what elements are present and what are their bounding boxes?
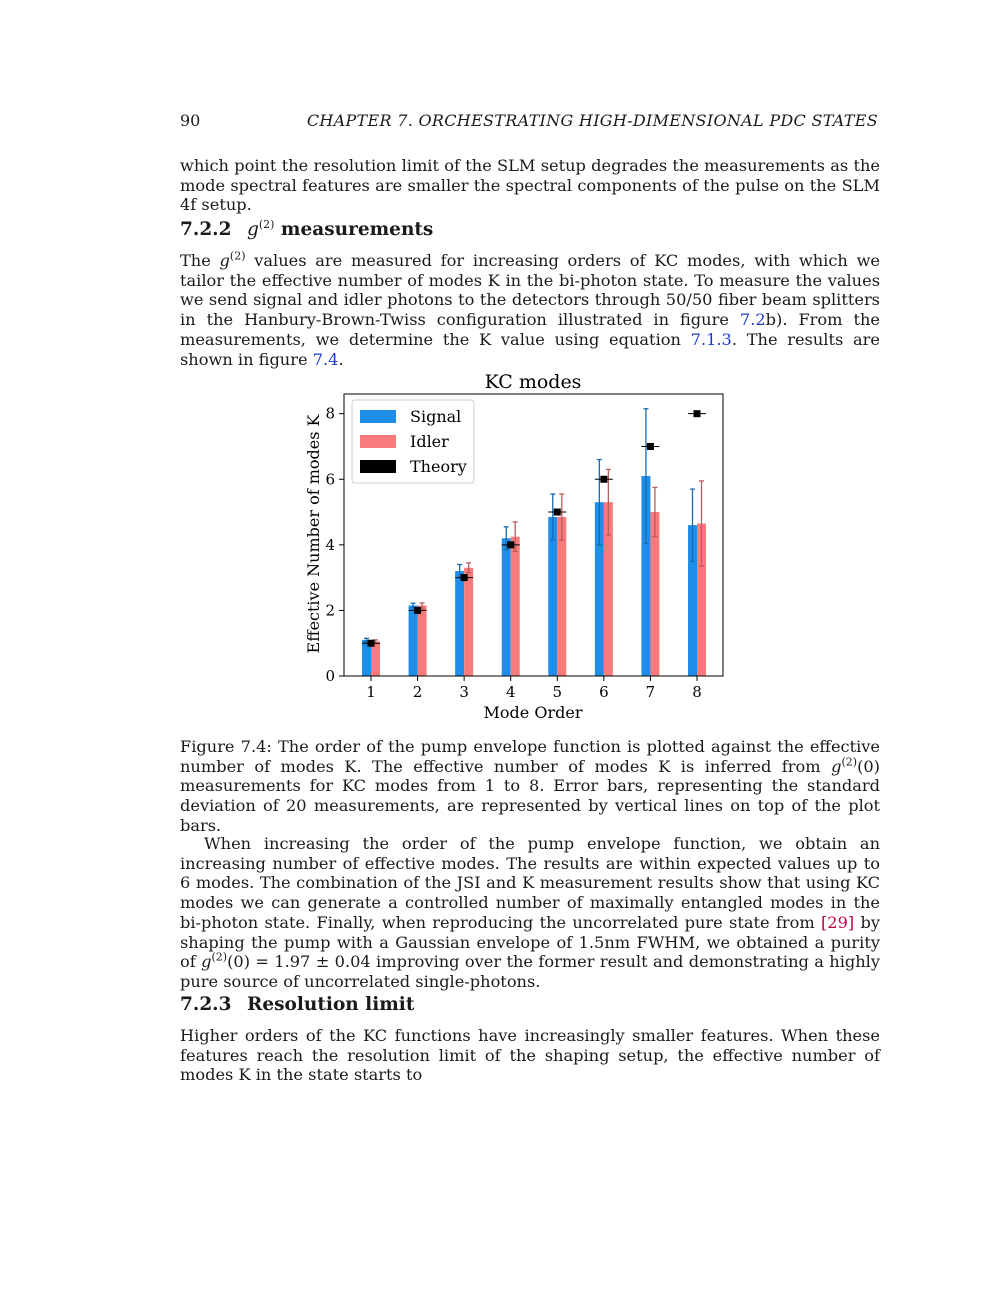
- figure-link-7-2[interactable]: 7.2: [739, 310, 766, 330]
- x-tick-label-8: 8: [692, 683, 702, 701]
- kc-modes-bar-chart: [300, 362, 740, 727]
- figure-link-7-4[interactable]: 7.4: [312, 349, 339, 369]
- y-tick-label-8: 8: [325, 404, 335, 423]
- y-tick-label-2: 2: [325, 601, 335, 620]
- x-tick-label-1: 1: [366, 683, 376, 701]
- y-tick-label-0: 0: [325, 667, 335, 685]
- theory-marker-7: [647, 443, 654, 450]
- equation-link-7-1-3[interactable]: 7.1.3: [690, 329, 732, 349]
- citation-link-29[interactable]: [29]: [820, 912, 855, 932]
- legend-swatch-idler: [360, 435, 396, 448]
- chart-ylabel: Effective Number of modes K: [304, 414, 323, 654]
- idler-bar-4: [511, 537, 520, 676]
- section-heading-7-2-3: 7.2.3 Resolution limit: [180, 994, 415, 1015]
- signal-bar-3: [455, 571, 464, 676]
- x-tick-label-7: 7: [645, 683, 656, 701]
- theory-marker-5: [554, 509, 561, 516]
- x-tick-label-6: 6: [599, 683, 609, 701]
- y-tick-label-6: 6: [325, 470, 335, 489]
- idler-bar-5: [557, 517, 566, 676]
- chart-xlabel: Mode Order: [483, 703, 583, 722]
- idler-bar-2: [418, 606, 427, 677]
- section-7-2-3-paragraph: Higher orders of the KC functions have increasingly smaller features. When these features reach the resolution limit of the shaping setup, the effective number of modes K in the state starts to: [180, 1026, 880, 1085]
- section-heading-7-2-2: 7.2.2 $g^{(2)}$ measurements: [180, 217, 434, 240]
- theory-marker-2: [414, 607, 421, 614]
- legend-label-signal: Signal: [410, 407, 462, 426]
- legend-label-idler: Idler: [410, 432, 449, 451]
- x-tick-label-2: 2: [412, 683, 423, 701]
- theory-marker-4: [507, 541, 514, 548]
- x-tick-label-5: 5: [552, 683, 563, 701]
- chart-legend: [352, 400, 474, 483]
- signal-bar-4: [502, 538, 511, 676]
- legend-swatch-signal: [360, 410, 396, 423]
- x-tick-label-3: 3: [459, 683, 469, 701]
- legend-swatch-theory: [360, 460, 396, 473]
- theory-marker-6: [600, 476, 607, 483]
- section-7-2-2-paragraph: The $g^{(2)}$ values are measured for increasing orders of KC modes, with which we tailor the effective number of modes K in the bi-photon state. To measure the values we send signal and idler photons to the detectors through 50/50 fiber beam splitters in the Hanbury-Brown-Twiss configuration illustrated in figure 7.2b). From the measurements, we determine the K value using equation 7.1.3. The results are shown in figure 7.4.: [180, 249, 881, 369]
- theory-marker-8: [694, 410, 701, 417]
- legend-label-theory: Theory: [410, 457, 467, 476]
- signal-bar-2: [409, 606, 418, 677]
- results-paragraph: When increasing the order of the pump envelope function, we obtain an increasing number of effective modes. The results are within expected values up to 6 modes. The combination of the JSI and K measurement results show that using KC modes we can generate a controlled number of maximally entangled modes in the bi-photon state. Finally, when reproducing the uncorrelated pure state from [29] by shaping the pump with a Gaussian envelope of 1.5nm FWHM, we obtained a purity of $g^{(2)}(0) = 1.97 \pm 0.04$ improving over the former result and demonstrating a highly pure source of uncorrelated single-photons.: [180, 834, 880, 991]
- chart-title: KC modes: [484, 371, 582, 393]
- signal-bar-5: [548, 517, 557, 676]
- x-tick-label-4: 4: [505, 683, 516, 701]
- figure-caption: Figure 7.4: The order of the pump envelope function is plotted against the effective number of modes K. The effective number of modes K is inferred from $g^{(2)}(0)$ measurements for KC modes from 1 to 8. Error bars, representing the standard deviation of 20 measurements, are represented by vertical lines on top of the plot bars.: [180, 737, 880, 835]
- idler-bar-3: [464, 568, 473, 676]
- theory-marker-3: [461, 574, 468, 581]
- theory-marker-1: [368, 640, 375, 647]
- running-title: CHAPTER 7. ORCHESTRATING HIGH-DIMENSIONAL PDC STATES: [306, 111, 878, 130]
- page-number: 90: [180, 111, 201, 130]
- y-tick-label-4: 4: [325, 535, 335, 554]
- intro-paragraph: which point the resolution limit of the SLM setup degrades the measurements as the mode spectral features are smaller the spectral components of the pulse on the SLM 4f setup.: [180, 156, 880, 215]
- idler-bar-1: [371, 642, 380, 676]
